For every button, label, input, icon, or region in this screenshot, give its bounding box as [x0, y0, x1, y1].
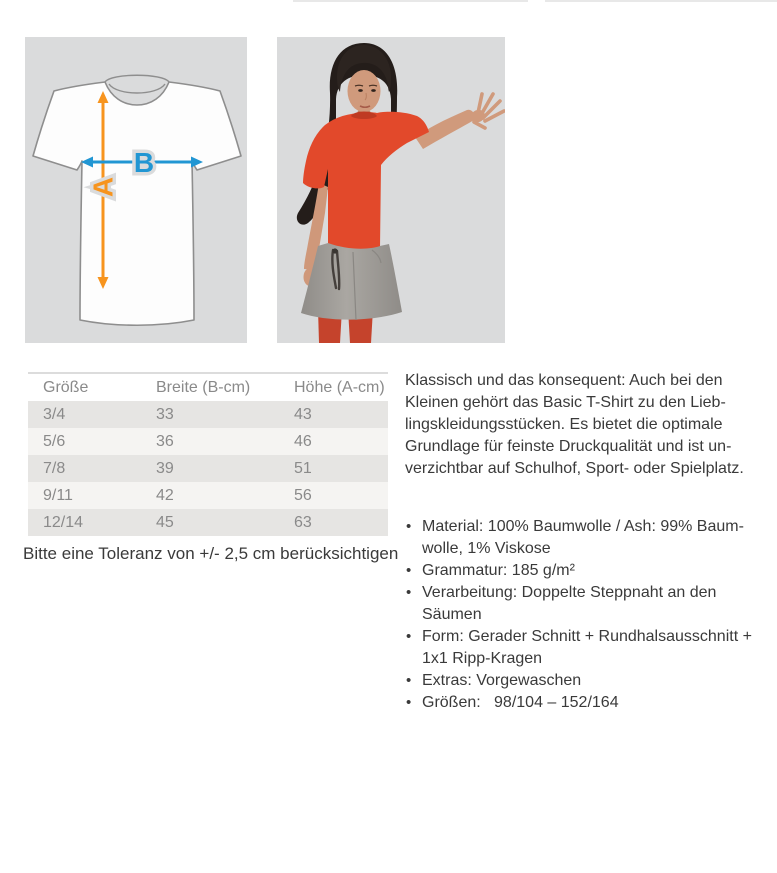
bullet-icon: •: [406, 672, 412, 689]
girl-illustration: [297, 43, 504, 343]
cell-groesse: 5/6: [43, 432, 66, 450]
tolerance-note: Bitte eine Toleranz von +/- 2,5 cm berücksichtigen: [23, 544, 399, 563]
product-photo-panel: [277, 37, 505, 343]
list-item-text: Größen: 98/104 – 152/164: [422, 694, 619, 711]
top-divider-right: [545, 0, 777, 2]
table-row: [28, 428, 388, 455]
bullet-icon: •: [406, 694, 412, 711]
list-item: [405, 516, 757, 560]
cell-hoehe: 63: [294, 513, 312, 531]
size-diagram: [25, 37, 247, 343]
cell-breite: 39: [156, 459, 174, 477]
description-intro: Klassisch und das konsequent: Auch bei den Kleinen gehört das Basic T-Shirt zu den Lieblingskleidungsstücken. Es bietet die optimale Grundlage für feinste Druckqualität und ist unverzichtbar auf Schulhof, Sport- oder Spielplatz.: [405, 372, 744, 477]
girl-face: [348, 70, 381, 112]
bullet-icon: •: [406, 562, 412, 579]
height-label: A: [87, 176, 119, 198]
header-hoehe: Höhe (A-cm): [294, 378, 385, 396]
feature-list: [405, 516, 757, 714]
tshirt-outline-icon: [33, 75, 241, 325]
list-item: [405, 692, 757, 714]
list-item-text: Verarbeitung: Doppelte Steppnaht an den Säumen: [422, 584, 717, 623]
table-header-row: [28, 373, 388, 401]
list-item: [405, 670, 757, 692]
cell-breite: 45: [156, 513, 174, 531]
cell-breite: 42: [156, 486, 174, 504]
cell-groesse: 9/11: [43, 486, 73, 504]
list-item-text: Extras: Vorgewaschen: [422, 672, 582, 689]
bullet-icon: •: [406, 584, 412, 601]
cell-hoehe: 46: [294, 432, 312, 450]
size-table: [28, 372, 388, 536]
header-groesse: Größe: [43, 378, 89, 396]
cell-groesse: 7/8: [43, 459, 66, 477]
list-item-text: Grammatur: 185 g/m²: [422, 562, 575, 579]
product-description: [405, 370, 757, 714]
table-row: [28, 455, 388, 482]
cell-hoehe: 56: [294, 486, 312, 504]
bullet-icon: •: [406, 628, 412, 645]
list-item: [405, 560, 757, 582]
cell-groesse: 3/4: [43, 405, 66, 423]
list-item: [405, 626, 757, 670]
product-photo: [277, 37, 505, 343]
list-item: [405, 582, 757, 626]
bullet-icon: •: [406, 518, 412, 535]
girl-skirt: [301, 243, 402, 320]
girl-extended-arm: [415, 94, 504, 149]
table-row: [28, 401, 388, 428]
cell-breite: 33: [156, 405, 174, 423]
header-breite: Breite (B-cm): [156, 378, 251, 396]
list-item-text: Form: Gerader Schnitt + Rundhalsausschnitt + 1x1 Ripp-Kragen: [422, 628, 752, 667]
size-diagram-panel: [25, 37, 247, 343]
table-row: [28, 482, 388, 509]
top-divider-left: [293, 0, 528, 2]
cell-breite: 36: [156, 432, 174, 450]
cell-hoehe: 43: [294, 405, 312, 423]
width-label: B: [133, 147, 155, 178]
table-row: [28, 509, 388, 536]
cell-groesse: 12/14: [43, 513, 84, 531]
cell-hoehe: 51: [294, 459, 312, 477]
list-item-text: Material: 100% Baumwolle / Ash: 99% Baumwolle, 1% Viskose: [422, 518, 744, 557]
